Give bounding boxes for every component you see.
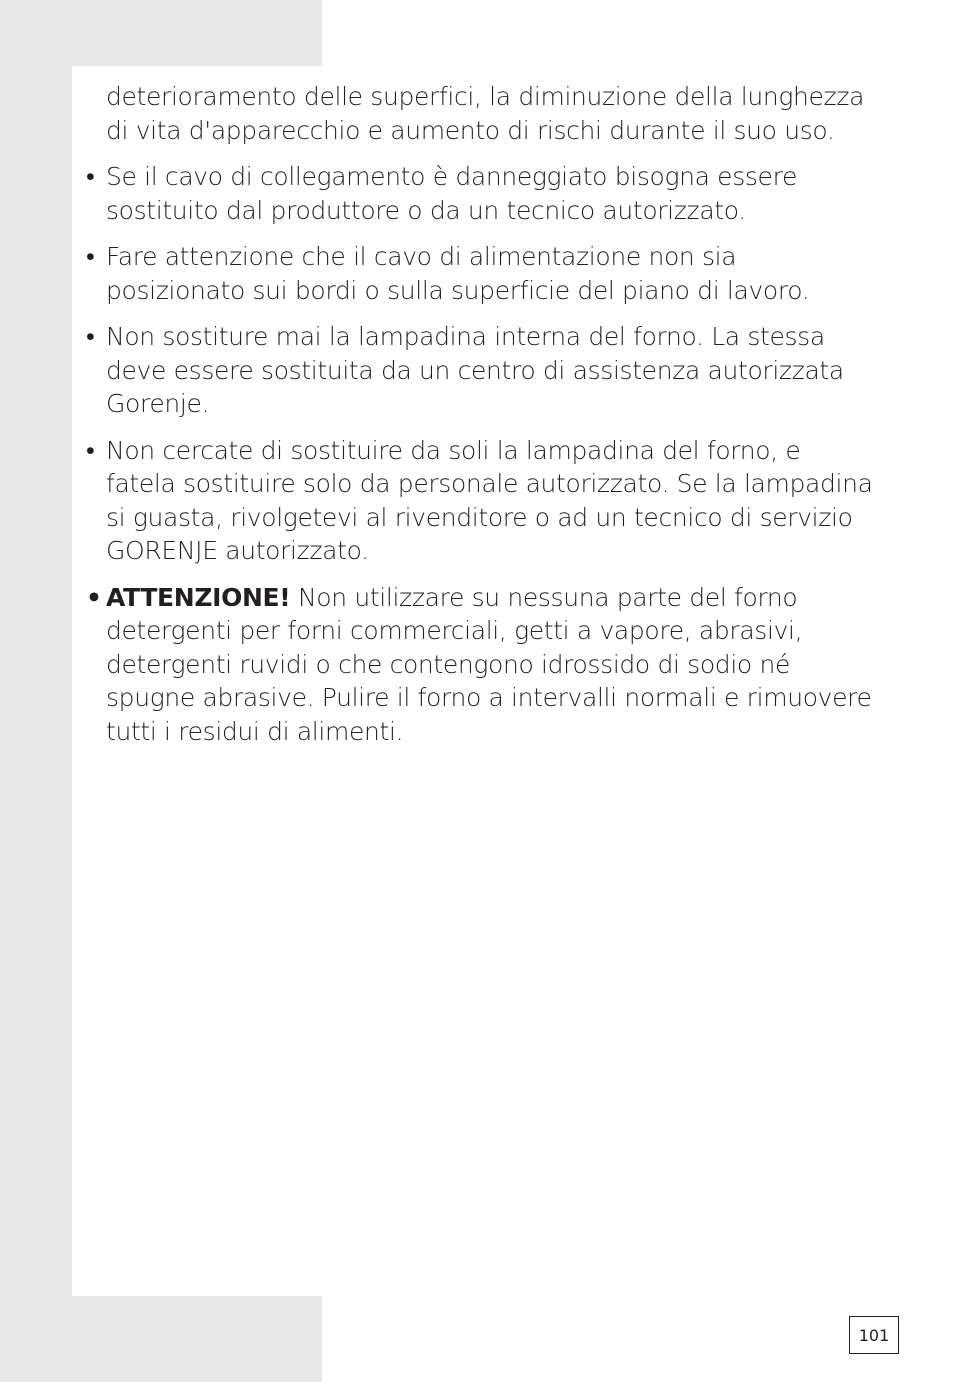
bullet-marker: • (86, 322, 95, 351)
continuation-paragraph (86, 80, 876, 147)
safety-text-block (86, 80, 876, 761)
bullet-marker: • (86, 435, 95, 465)
bullet-item (86, 160, 876, 227)
bullet-item (86, 240, 876, 307)
warning-bullet-item (86, 581, 876, 749)
bullet-item (86, 320, 876, 421)
continuation-text: deterioramento delle superfici, la diminuzione della lunghezza di vita d'apparecchio e aumento di rischi durante il suo uso. (106, 82, 865, 145)
warning-label: ATTENZIONE! (106, 582, 291, 612)
page-number: 101 (849, 1316, 899, 1354)
bullet-marker: • (86, 242, 95, 271)
bullet-item (86, 434, 876, 568)
bullet-item-text: Se il cavo di collegamento è danneggiato bisogna essere sostituito dal produttore o da un tecnico autorizzato. (106, 162, 797, 225)
bullet-item-text: Fare attenzione che il cavo di alimentazione non sia posizionato sui bordi o sulla superficie del piano di lavoro. (106, 242, 810, 305)
bullet-item-text: Non sostiture mai la lampadina interna del forno. La stessa deve essere sostituita da un centro di assistenza autorizzata Gorenje. (106, 322, 844, 418)
bullet-item-text: Non cercate di sostituire da soli la lampadina del forno, e fatela sostituire solo da personale autorizzato. Se la lampadina si guasta, rivolgetevi al rivenditore o ad un tecnico di servizio GORENJE autorizzato. (106, 435, 873, 565)
warning-text: Non utilizzare su nessuna parte del forno detergenti per forni commerciali, getti a vapore, abrasivi, detergenti ruvidi o che contengono idrossido di sodio né spugne abrasive. Pulire il forno a intervalli normali e rimuovere tutti i residui di alimenti. (106, 582, 872, 746)
bullet-marker: • (86, 162, 95, 191)
bullet-marker: • (86, 582, 102, 612)
